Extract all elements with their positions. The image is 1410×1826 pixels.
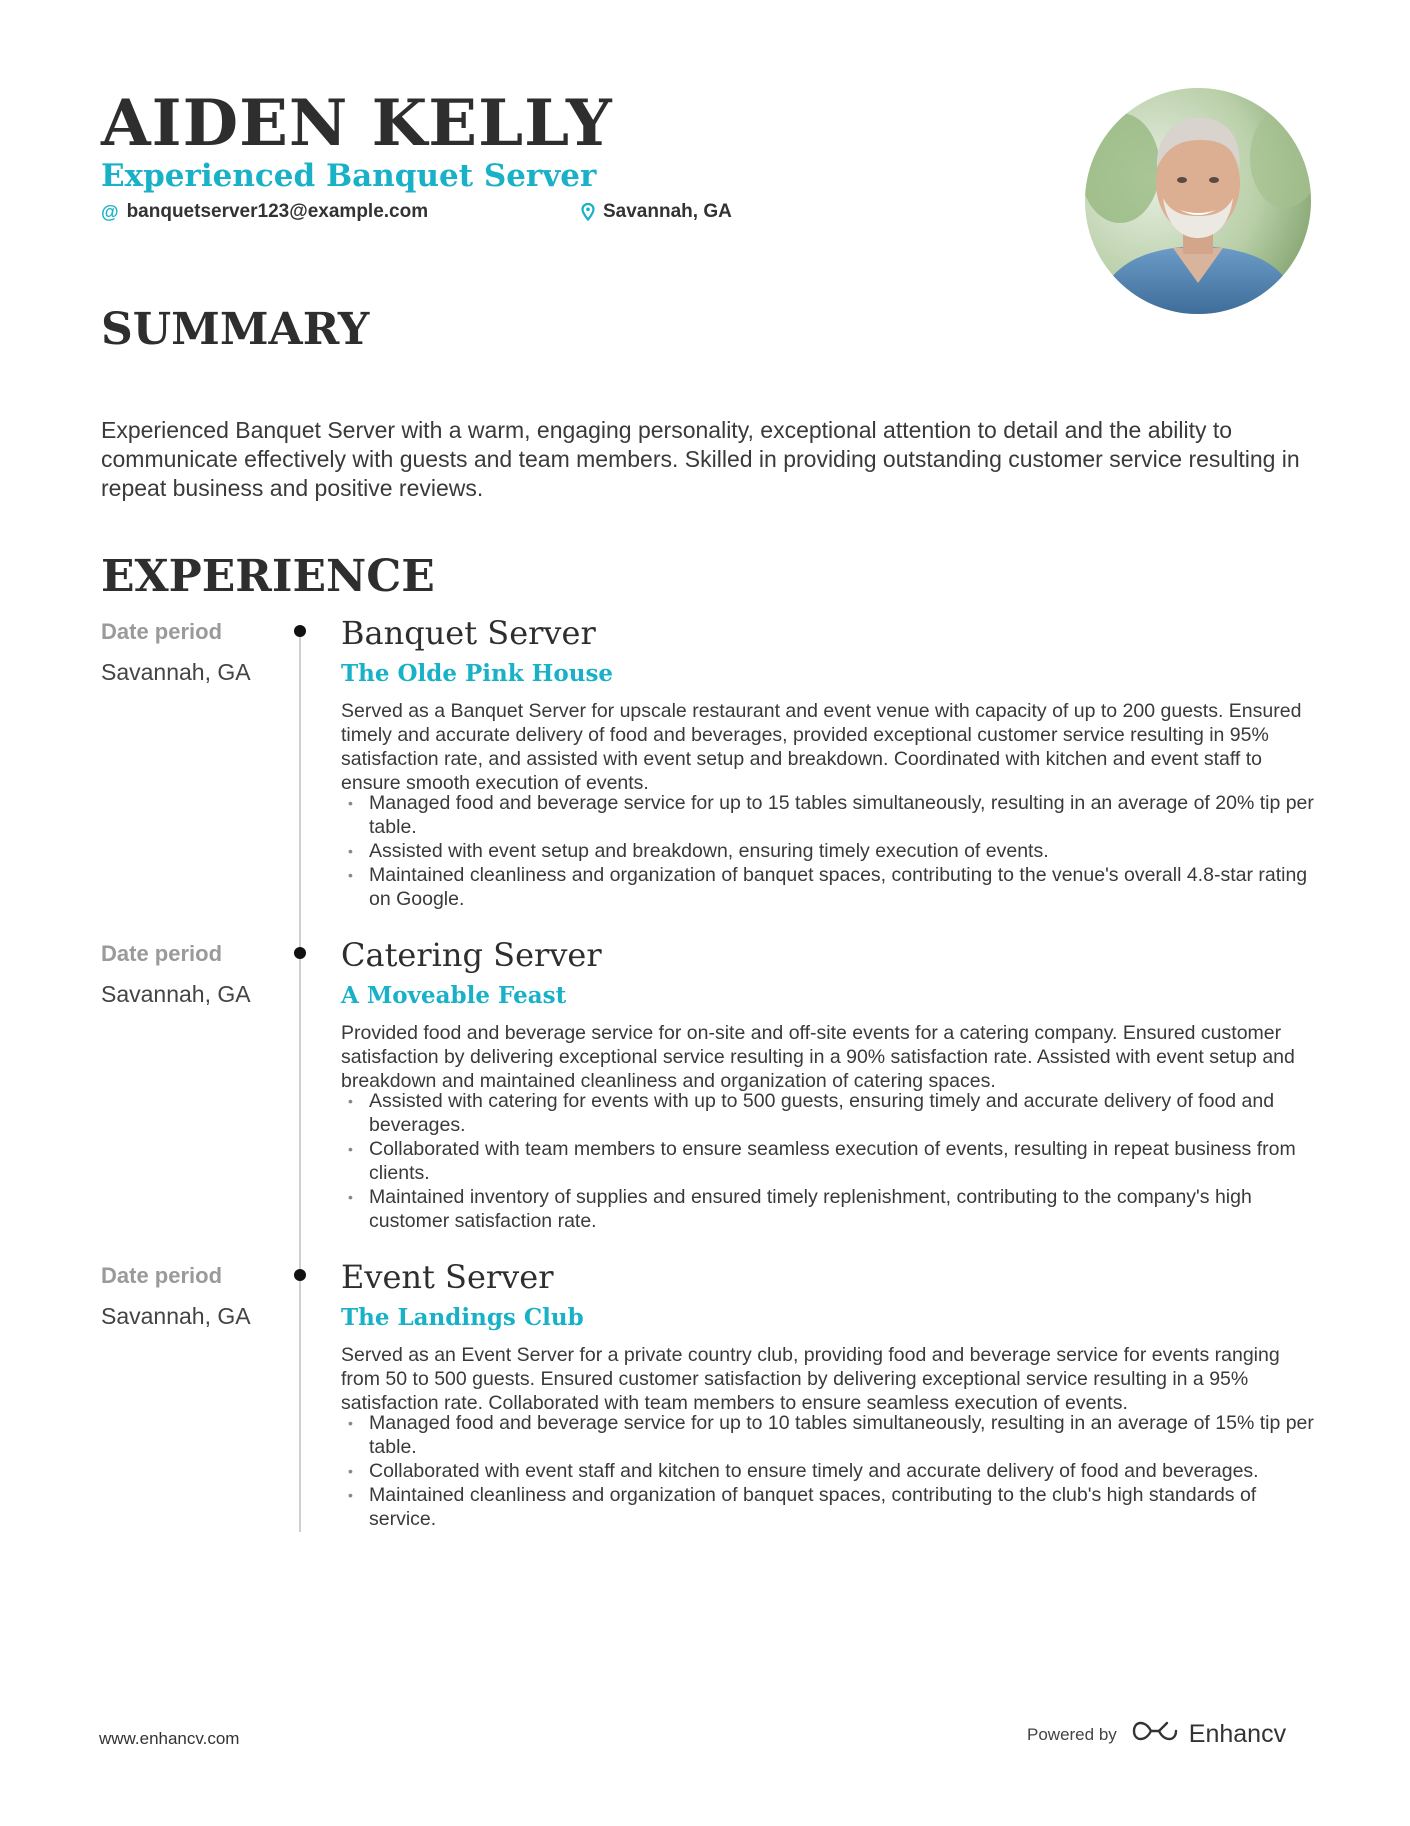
company-name: The Olde Pink House	[341, 660, 614, 687]
brand	[1131, 1719, 1286, 1750]
job-location: Savannah, GA	[101, 981, 251, 1007]
brand-name: Enhancv	[1188, 1720, 1287, 1748]
footer-branding[interactable]	[1027, 1719, 1286, 1750]
candidate-title: Experienced Banquet Server	[101, 158, 597, 194]
job-description: Served as a Banquet Server for upscale restaurant and event venue with capacity of up to 200 guests. Ensured timely and accurate delivery of food and beverages, provided exceptional customer service resulting in 95% satisfaction rate, and assisted with event setup and breakdown. Coordinated with kitchen and event staff to ensure smooth execution of events.	[341, 700, 1302, 794]
date-period: Date period	[101, 619, 223, 644]
experience-heading: EXPERIENCE	[101, 551, 435, 602]
job-location: Savannah, GA	[101, 659, 251, 685]
timeline-dot	[294, 625, 306, 637]
summary-text: Experienced Banquet Server with a warm, engaging personality, exceptional attention to detail and the ability to communicate effectively with guests and team members. Skilled in providing outstanding customer service resulting in repeat business and positive reviews.	[101, 417, 1300, 501]
achievement-list	[341, 791, 1316, 911]
at-icon: @	[101, 201, 119, 222]
date-period: Date period	[101, 941, 223, 966]
company-name: The Landings Club	[341, 1304, 584, 1331]
contact-location	[581, 201, 732, 223]
achievement-item: • Managed food and beverage service for up to 15 tables simultaneously, resulting in an average of 20% tip per table.	[348, 792, 1314, 838]
achievement-item: • Assisted with catering for events with up to 500 guests, ensuring timely and accurate delivery of food and beverages.	[348, 1090, 1275, 1136]
summary-heading: SUMMARY	[101, 304, 370, 355]
achievement-item: • Collaborated with event staff and kitchen to ensure timely and accurate delivery of food and beverages.	[348, 1460, 1259, 1482]
date-period: Date period	[101, 1263, 223, 1288]
job-title: Catering Server	[341, 936, 602, 974]
company-name: A Moveable Feast	[341, 982, 567, 1009]
enhancv-logo-icon	[1131, 1719, 1179, 1750]
achievement-item: • Assisted with event setup and breakdown, ensuring timely execution of events.	[348, 840, 1049, 862]
achievement-item: • Maintained cleanliness and organization of banquet spaces, contributing to the venue's overall 4.8-star rating on Google.	[348, 864, 1308, 910]
job-location: Savannah, GA	[101, 1303, 251, 1329]
timeline-line	[299, 628, 301, 1532]
job-description: Served as an Event Server for a private country club, providing food and beverage service for events ranging from 50 to 500 guests. Ensured customer satisfaction by delivering exceptional service resulting in a 95% satisfaction rate. Collaborated with team members to ensure seamless execution of events.	[341, 1344, 1280, 1414]
job-title: Banquet Server	[341, 614, 596, 652]
powered-by-text: Powered by	[1027, 1724, 1117, 1744]
timeline-dot	[294, 947, 306, 959]
footer-website-link[interactable]: www.enhancv.com	[99, 1729, 240, 1748]
job-description: Provided food and beverage service for on-site and off-site events for a catering company. Ensured customer satisfaction by delivering exceptional service resulting in a 90% satisfaction rate. Assisted with event setup and breakdown and maintained cleanliness and organization of catering spaces.	[341, 1022, 1295, 1092]
achievement-item: • Maintained inventory of supplies and ensured timely replenishment, contributing to the company's high customer satisfaction rate.	[348, 1186, 1252, 1232]
contact-email[interactable]	[101, 201, 428, 223]
achievement-list	[341, 1411, 1316, 1531]
achievement-item: • Collaborated with team members to ensure seamless execution of events, resulting in repeat business from clients.	[348, 1138, 1296, 1184]
achievement-list	[341, 1089, 1316, 1233]
map-pin-icon	[581, 203, 595, 221]
achievement-item: • Managed food and beverage service for up to 10 tables simultaneously, resulting in an average of 15% tip per table.	[348, 1412, 1314, 1458]
job-title: Event Server	[341, 1258, 554, 1296]
timeline-dot	[294, 1269, 306, 1281]
candidate-name: AIDEN KELLY	[101, 86, 613, 161]
email-text: banquetserver123@example.com	[126, 201, 429, 222]
profile-photo	[1085, 88, 1311, 314]
location-text: Savannah, GA	[603, 201, 732, 222]
achievement-item: • Maintained cleanliness and organization of banquet spaces, contributing to the club's high standards of service.	[348, 1484, 1257, 1530]
